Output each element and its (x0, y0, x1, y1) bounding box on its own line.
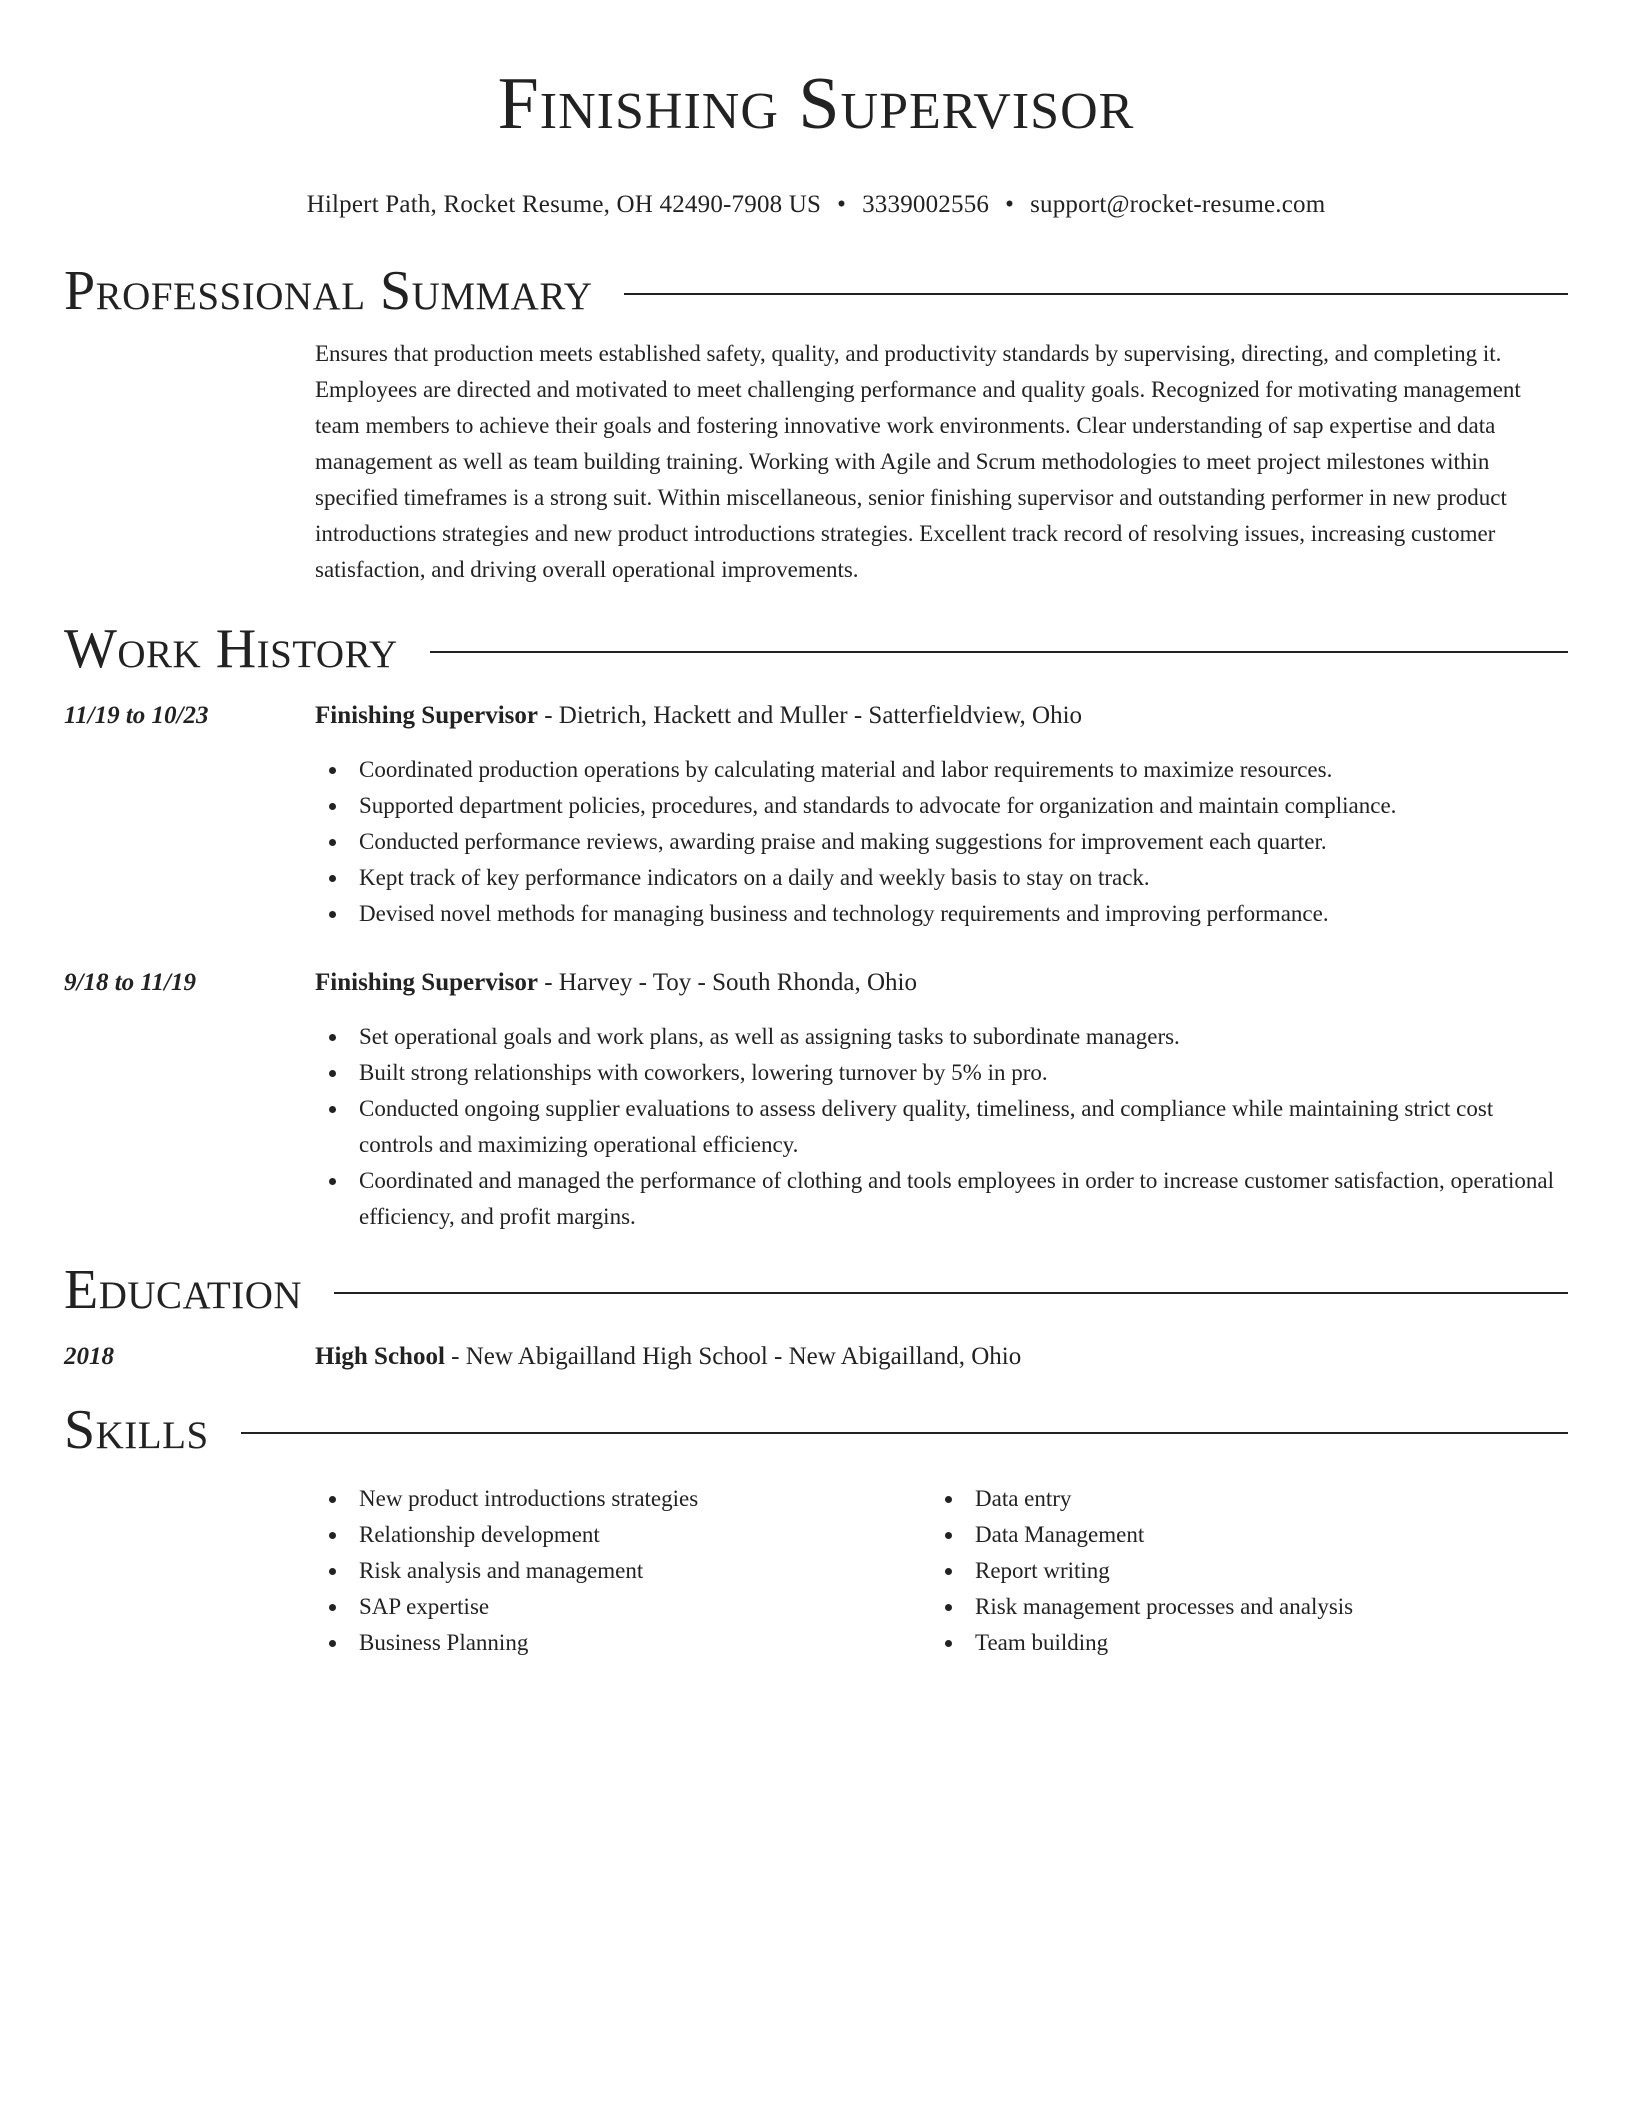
section-divider (334, 1292, 1568, 1294)
job-dates: 9/18 to 11/19 (64, 969, 196, 996)
job-entry (64, 698, 1568, 932)
contact-line (64, 190, 1568, 220)
education-entry (64, 1339, 1568, 1375)
contact-email: support@rocket-resume.com (1030, 191, 1326, 218)
skills-left-spacer (64, 1463, 315, 1661)
job-title: Finishing Supervisor (315, 969, 538, 996)
list-item: Data Management (931, 1517, 1547, 1553)
list-item: Built strong relationships with coworkers, lowering turnover by 5% in pro. (315, 1055, 1568, 1091)
list-item: Risk analysis and management (315, 1553, 931, 1589)
list-item: Team building (931, 1625, 1547, 1661)
education-year: 2018 (64, 1343, 114, 1370)
list-item: Data entry (931, 1481, 1547, 1517)
list-item: Business Planning (315, 1625, 931, 1661)
list-item: Coordinated production operations by calculating material and labor requirements to maximize resources. (315, 752, 1568, 788)
education-section-header (64, 1257, 1568, 1323)
list-item: Risk management processes and analysis (931, 1589, 1547, 1625)
contact-address: Hilpert Path, Rocket Resume, OH 42490-7908 US (306, 191, 822, 218)
summary-section-header (64, 258, 1568, 324)
job-details: - Dietrich, Hackett and Muller - Satterfieldview, Ohio (537, 702, 1083, 729)
list-item: Relationship development (315, 1517, 931, 1553)
skills-section-header (64, 1397, 1568, 1463)
education-heading: Education (64, 1259, 303, 1321)
skills-grid (315, 1481, 1568, 1661)
list-item: Report writing (931, 1553, 1547, 1589)
list-item: Set operational goals and work plans, as well as assigning tasks to subordinate managers. (315, 1019, 1568, 1055)
job-title-line (315, 698, 1568, 734)
skills-list-left (315, 1481, 931, 1661)
section-divider (241, 1432, 1568, 1434)
job-title-line (315, 965, 1568, 1001)
summary-heading: Professional Summary (64, 260, 593, 322)
job-bullets (315, 752, 1568, 932)
work-heading: Work History (64, 618, 398, 680)
education-details: - New Abigailland High School - New Abigailland, Ohio (444, 1343, 1022, 1370)
contact-separator: • (837, 191, 847, 218)
education-line (315, 1339, 1568, 1375)
skills-heading: Skills (64, 1399, 209, 1461)
job-title: Finishing Supervisor (315, 702, 538, 729)
contact-phone: 3339002556 (862, 191, 990, 218)
job-dates: 11/19 to 10/23 (64, 702, 209, 729)
job-bullets (315, 1019, 1568, 1235)
section-divider (430, 651, 1568, 653)
skills-row (64, 1463, 1568, 1661)
skills-list-right (931, 1481, 1547, 1661)
contact-separator: • (1005, 191, 1015, 218)
summary-text: Ensures that production meets established safety, quality, and productivity standards by supervising, directing, and completing it. Employees are directed and motivated to meet challenging performance and quality goals. Recognized for motivating management team members to achieve their goals and fostering innovative work environments. Clear understanding of sap expertise and data management as well as team building training. Working with Agile and Scrum methodologies to meet project milestones within specified timeframes is a strong suit. Within miscellaneous, senior finishing supervisor and outstanding performer in new product introductions strategies and new product introductions strategies. Excellent track record of resolving issues, increasing customer satisfaction, and driving overall operational improvements. (315, 341, 1521, 582)
work-section-header (64, 616, 1568, 682)
list-item: Coordinated and managed the performance of clothing and tools employees in order to increase customer satisfaction, operational efficiency, and profit margins. (315, 1163, 1568, 1235)
education-degree: High School (315, 1343, 445, 1370)
summary-row (64, 336, 1568, 588)
list-item: Kept track of key performance indicators on a daily and weekly basis to stay on track. (315, 860, 1568, 896)
list-item: Devised novel methods for managing business and technology requirements and improving performance. (315, 896, 1568, 932)
list-item: Supported department policies, procedures, and standards to advocate for organization and maintain compliance. (315, 788, 1568, 824)
list-item: Conducted ongoing supplier evaluations to assess delivery quality, timeliness, and compliance while maintaining strict cost controls and maximizing operational efficiency. (315, 1091, 1568, 1163)
section-divider (624, 293, 1568, 295)
summary-left-spacer (64, 336, 315, 588)
list-item: Conducted performance reviews, awarding praise and making suggestions for improvement each quarter. (315, 824, 1568, 860)
list-item: SAP expertise (315, 1589, 931, 1625)
job-details: - Harvey - Toy - South Rhonda, Ohio (537, 969, 917, 996)
job-entry (64, 965, 1568, 1235)
resume-name: Finishing Supervisor (497, 63, 1135, 145)
list-item: New product introductions strategies (315, 1481, 931, 1517)
